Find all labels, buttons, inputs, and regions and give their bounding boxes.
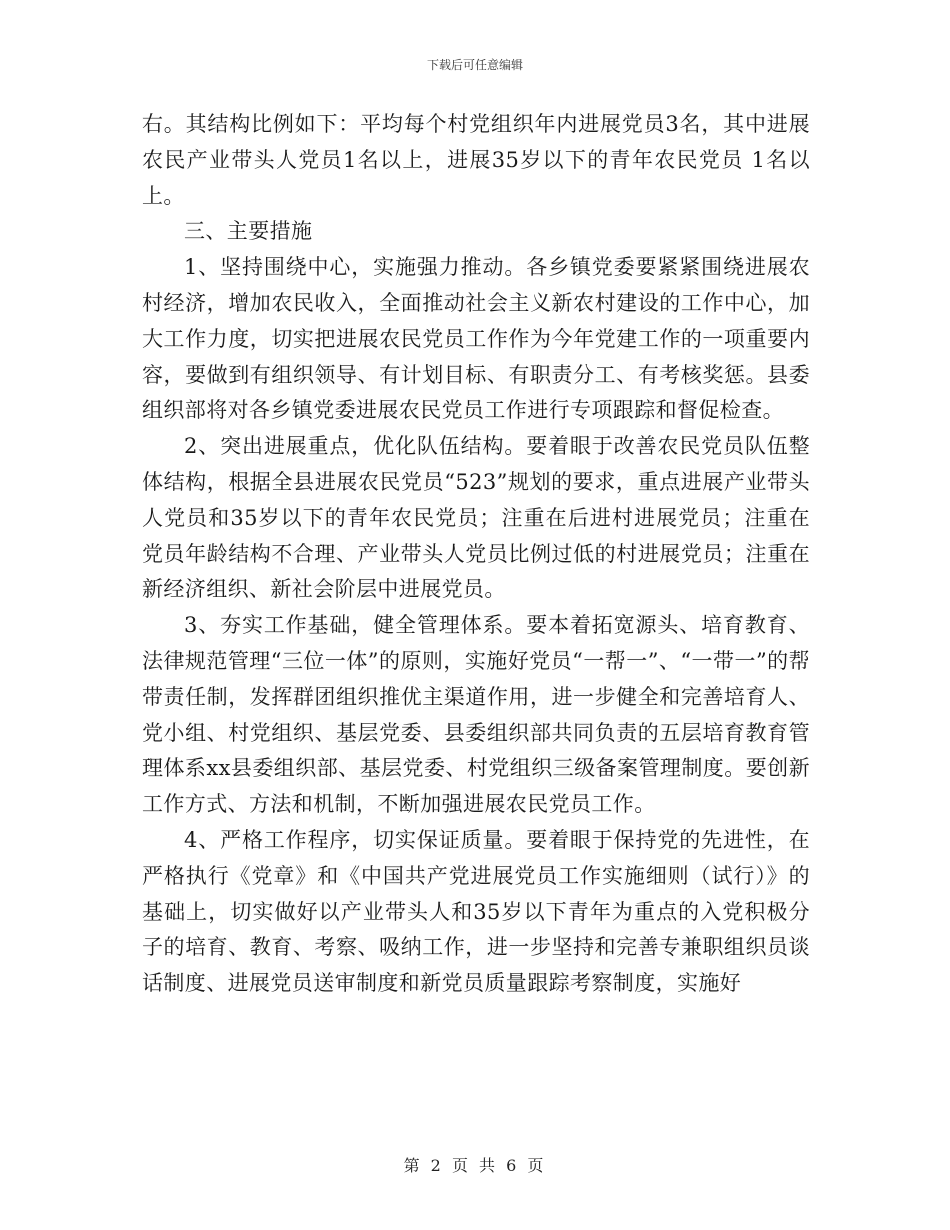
paragraph-measure-3: 3、夯实工作基础，健全管理体系。要本着拓宽源头、培育教育、法律规范管理“三位一体”的原则，实施好党员“一帮一”、“一带一”的帮带责任制，发挥群团组织推优主渠道作用，进一步健全和完善培育人、党小组、村党组织、基层党委、县委组织部共同负责的五层培育教育管理体系xx县委组织部、基层党委、村党组织三级备案管理制度。要创新工作方式、方法和机制，不断加强进展农民党员工作。 [142,613,810,817]
section-heading: 三、主要措施 [184,219,313,244]
paragraph-continuation: 右。其结构比例如下：平均每个村党组织年内进展党员3名，其中进展农民产业带头人党员1名以上，进展35岁以下的青年农民党员 1名以上。 [142,112,810,208]
paragraph-measure-4: 4、严格工作程序，切实保证质量。要着眼于保持党的先进性，在严格执行《党章》和《中国共产党进展党员工作实施细则（试行）》的基础上，切实做好以产业带头人和35岁以下青年为重点的入党积极分子的培育、教育、考察、吸纳工作，进一步坚持和完善专兼职组织员谈话制度、进展党员送审制度和新党员质量跟踪考察制度，实施好 [142,827,810,996]
page-number: 第 2 页 共 6 页 [403,1156,547,1175]
document-body [142,107,810,1002]
paragraph-measure-2: 2、突出进展重点，优化队伍结构。要着眼于改善农民党员队伍整体结构，根据全县进展农民党员“523”规划的要求，重点进展产业带头人党员和35岁以下的青年农民党员；注重在后进村进展党员；注重在党员年龄结构不合理、产业带头人党员比例过低的村进展党员；注重在新经济组织、新社会阶层中进展党员。 [142,434,810,602]
page-header: 下载后可任意编辑 [426,58,523,72]
paragraph-measure-1: 1、坚持围绕中心，实施强力推动。各乡镇党委要紧紧围绕进展农村经济，增加农民收入，全面推动社会主义新农村建设的工作中心，加大工作力度，切实把进展农民党员工作作为今年党建工作的一项重要内容，要做到有组织领导、有计划目标、有职责分工、有考核奖惩。县委组织部将对各乡镇党委进展农民党员工作进行专项跟踪和督促检查。 [142,255,810,423]
